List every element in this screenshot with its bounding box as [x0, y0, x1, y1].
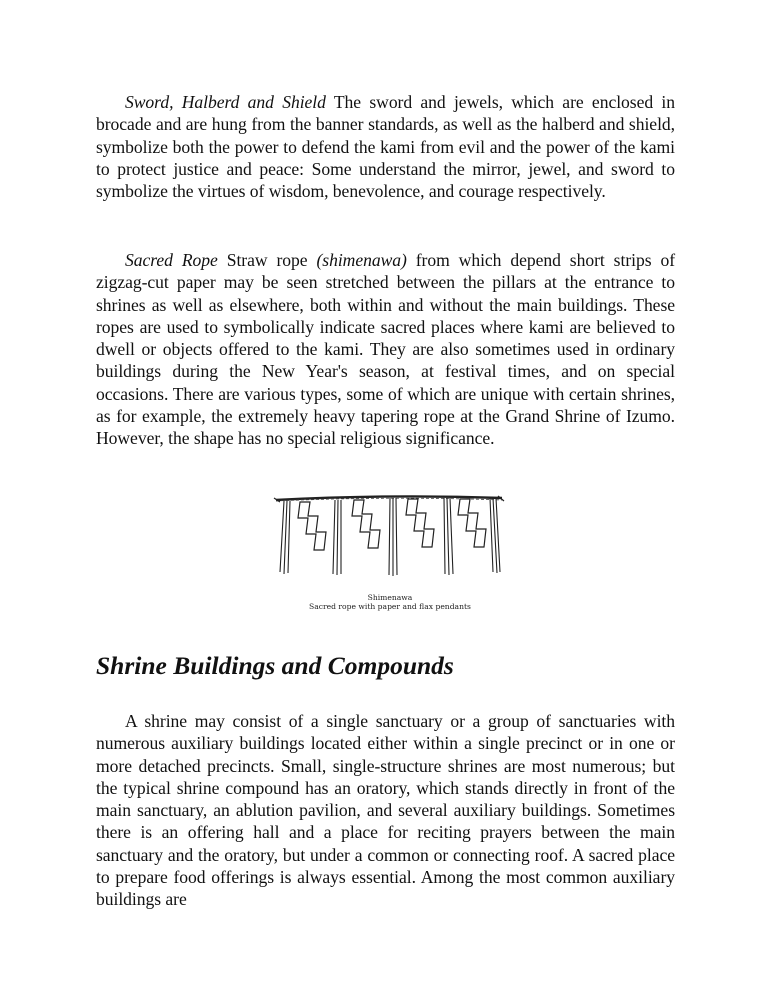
paragraph-text: from which depend short strips of zigzag-cut paper may be seen stretched between the pillars at the entrance to shrines as well as elsewhere, both within and without the main buildings. These ropes are used to symbolically indicate sacred places where kami are believed to dwell or objects offered to the kami. They are also sometimes used in ordinary buildings during the New Year's season, at festival times, and on special occasions. There are various types, some of which are unique with certain shrines, as for example, the extremely heavy tapering rope at the Grand Shrine of Izumo. However, the shape has no special religious significance.: [96, 250, 675, 449]
figure-caption: Sacred rope with paper and flax pendants: [309, 602, 471, 611]
paragraph-sacred-rope: [96, 249, 675, 450]
paragraph-text: Straw rope: [217, 250, 317, 270]
paragraph-shrine-compound: [96, 710, 675, 911]
paragraph-text: The sword and jewels, which are enclosed in brocade and are hung from the banner standards, as well as the halberd and shield, symbolize both the power to defend the kami from evil and the power of the kami to protect justice and peace: Some understand the mirror, jewel, and sword to symbolize the virtues of wisdom, benevolence, and courage respectively.: [96, 92, 675, 202]
section-heading: Shrine Buildings and Compounds: [96, 651, 454, 680]
figure-title: Shimenawa: [367, 593, 413, 602]
paragraph-japanese-term: (shimenawa): [316, 250, 407, 270]
zigzag-paper-strips: [298, 499, 486, 550]
paragraph-lead-term: Sacred Rope: [125, 250, 218, 270]
paragraph-sword-halberd-shield: [96, 91, 675, 202]
shimenawa-illustration: [272, 490, 508, 590]
shimenawa-figure: [272, 490, 508, 620]
paragraph-lead-term: Sword, Halberd and Shield: [125, 92, 326, 112]
paragraph-text: A shrine may consist of a single sanctuary or a group of sanctuaries with numerous auxiliary buildings located either within a single precinct or in one or more detached precincts. Small, single-structure shrines are most numerous; but the typical shrine compound has an oratory, which stands directly in front of the main sanctuary, an ablution pavilion, and several auxiliary buildings. Sometimes there is an offering hall and a place for reciting prayers between the main sanctuary and the oratory, but under a common or connecting roof. A sacred place to prepare food offerings is always essential. Among the most common auxiliary buildings are: [96, 711, 675, 910]
